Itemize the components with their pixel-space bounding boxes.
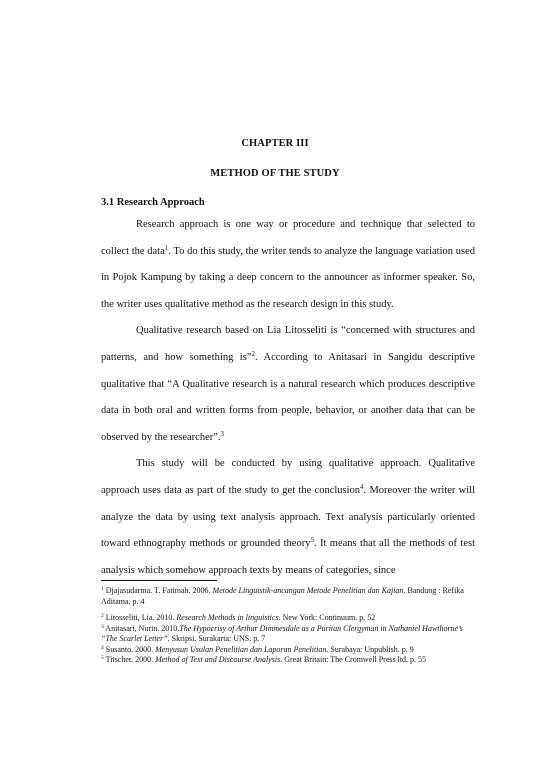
footnote-title: Menyusun Usulan Penelitian dan Laporan Penelitian <box>155 644 327 654</box>
footnote-divider <box>101 580 217 581</box>
footnote-title: Metode Linguistik-ancangan Metode Penelitian dan Kajian <box>212 586 404 595</box>
footnote-5 <box>101 655 475 666</box>
footnote-text: . Skripsi. Surakarta: UNS. p. 7 <box>167 634 266 643</box>
body-text <box>101 212 475 584</box>
footnote-title: The Hypocrisy of Arthur Dimmesdale as a Puritan Clergyman in Nathaniel Hawthorne’s “The Scarlet Letter” <box>101 623 463 643</box>
footnote-ref: 5 <box>310 536 314 545</box>
chapter-title: METHOD OF THE STUDY <box>210 168 340 179</box>
paragraph-text: . To do this study, the writer tends to analyze the language variation used in Pojok Kampung by taking a deep concern to the announcer as informer speaker. So, the writer uses qualitative method as the research design in this study. <box>101 245 475 310</box>
footnote-ref: 2 <box>251 349 255 358</box>
footnote-ref: 4 <box>360 482 364 491</box>
paragraph-text: . According to Anitasari in Sangidu descriptive qualitative that “A Qualitative research is a natural research which produces descriptive data in both oral and written forms from people, behavior, or another data that can be observed by the researcher”. <box>101 351 475 443</box>
paragraph-text: . It means that all the methods of test analysis which somehow approach texts by means of categories, since <box>101 538 475 576</box>
footnote-number: 5 <box>101 655 104 661</box>
footnote-text: . Great Britain: The Cromwell Press ltd. p. 55 <box>280 655 427 664</box>
footnote-ref: 3 <box>220 429 225 438</box>
footnotes <box>101 586 475 666</box>
footnote-text: Susanto. 2000. <box>103 644 156 654</box>
paragraph-study-approach <box>101 451 475 584</box>
footnote-ref: 1 <box>164 243 169 252</box>
footnote-text: . Bandung : Refika Aditama. p. 4 <box>101 586 464 606</box>
paragraph-text: . Moreover the writer will analyze the data by using text analysis approach. Text analysis particularly oriented toward ethnography methods or grounded theory <box>101 484 475 550</box>
chapter-number: CHAPTER III <box>241 138 309 149</box>
paragraph-research-approach <box>101 212 475 318</box>
footnote-number: 3 <box>101 623 104 630</box>
footnote-number: 1 <box>101 586 104 592</box>
footnote-4 <box>101 645 475 656</box>
footnote-title: Method of Text and Discourse Analysis <box>155 655 281 664</box>
footnote-text: . New York: Continuum. p. 52 <box>278 613 376 622</box>
section-heading: 3.1 Research Approach <box>101 197 205 208</box>
footnote-text: Titscher. 2000. <box>103 655 156 664</box>
footnote-number: 4 <box>101 644 104 651</box>
footnote-title: Research Methods in linguistics <box>176 613 279 622</box>
paragraph-text: Qualitative research based on Lia Litosseliti is “concerned with structures and patterns, and how something is” <box>101 325 475 363</box>
footnote-text: . Surabaya: Unpublish. p. 9 <box>326 644 414 654</box>
footnote-2 <box>101 613 475 624</box>
footnote-text: Djajasudarma. T. Fatimah. 2006. <box>103 586 213 595</box>
paragraph-text: This study will be conducted by using qualitative approach. Qualitative approach uses data as part of the study to get the conclusion <box>101 458 475 496</box>
footnote-number: 2 <box>101 613 104 619</box>
paragraph-qualitative-research <box>101 318 475 451</box>
footnote-text: Anitasari, Nurin. 2010. <box>103 623 180 633</box>
footnote-3 <box>101 624 475 645</box>
footnote-text: Litosseliti, Lia. 2010. <box>103 613 177 622</box>
paragraph-text: Research approach is one way or procedure and technique that selected to collect the data <box>101 219 475 257</box>
footnote-1 <box>101 586 475 607</box>
